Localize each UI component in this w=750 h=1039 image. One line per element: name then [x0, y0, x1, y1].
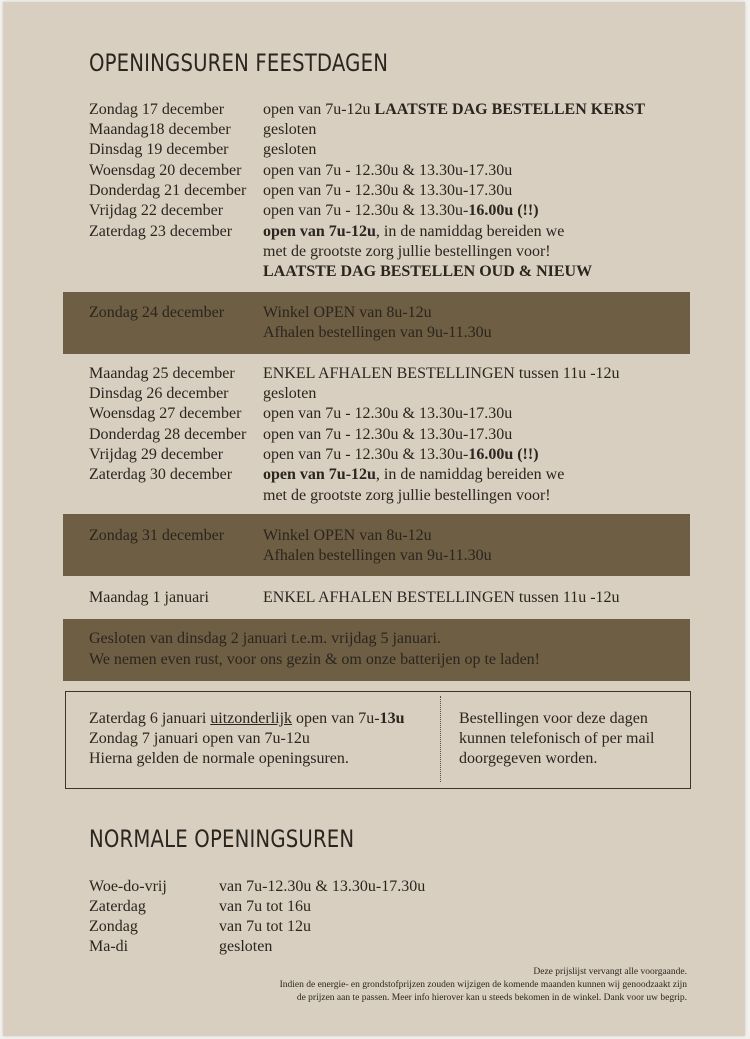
schedule-info: open van 7u-12u LAATSTE DAG BESTELLEN KERST	[263, 101, 645, 118]
schedule-day: Zondag 17 december	[89, 101, 225, 118]
schedule-info: Afhalen bestellingen van 9u-11.30u	[263, 324, 492, 341]
schedule-info: Afhalen bestellingen van 9u-11.30u	[263, 547, 492, 564]
schedule-info: Winkel OPEN van 8u-12u	[263, 527, 432, 544]
schedule-day: Maandag 25 december	[89, 365, 235, 382]
closed-period-text: We nemen even rust, voor ons gezin & om onze batterijen op te laden!	[89, 651, 541, 668]
schedule-info: open van 7u - 12.30u & 13.30u-17.30u	[263, 162, 513, 179]
normal-hours-days: Ma-di	[89, 938, 129, 955]
schedule-info-continued: met de grootste zorg jullie bestellingen voor!	[263, 243, 551, 260]
schedule-info: gesloten	[263, 121, 317, 138]
orders-note: doorgegeven worden.	[459, 750, 598, 767]
orders-note: Bestellingen voor deze dagen	[459, 710, 648, 727]
normal-hours-value: van 7u tot 16u	[219, 898, 311, 915]
normal-hours-days: Zaterdag	[89, 898, 146, 915]
schedule-info: open van 7u - 12.30u & 13.30u-17.30u	[263, 182, 513, 199]
schedule-info: ENKEL AFHALEN BESTELLINGEN tussen 11u -12u	[263, 589, 620, 606]
schedule-day: Maandag 1 januari	[89, 589, 209, 606]
holiday-hours-title: OPENINGSUREN FEESTDAGEN	[89, 49, 389, 77]
normal-hours-value: van 7u tot 12u	[219, 918, 311, 935]
schedule-info: ENKEL AFHALEN BESTELLINGEN tussen 11u -12u	[263, 365, 620, 382]
schedule-day: Vrijdag 29 december	[89, 446, 224, 463]
exception-after: Hierna gelden de normale openingsuren.	[89, 750, 349, 767]
schedule-info: open van 7u - 12.30u & 13.30u-17.30u	[263, 426, 513, 443]
schedule-day: Zondag 24 december	[89, 304, 225, 321]
schedule-day: Dinsdag 26 december	[89, 385, 229, 402]
footnote-line: Deze prijslijst vervangt alle voorgaande.	[533, 967, 687, 977]
last-order-day-new-year: LAATSTE DAG BESTELLEN OUD & NIEUW	[263, 263, 593, 280]
schedule-day: Woensdag 27 december	[89, 405, 242, 422]
closed-period-text: Gesloten van dinsdag 2 januari t.e.m. vrijdag 5 januari.	[89, 630, 441, 647]
schedule-day: Zaterdag 30 december	[89, 466, 233, 483]
schedule-day: Maandag18 december	[89, 121, 231, 138]
schedule-info: gesloten	[263, 385, 317, 402]
normal-hours-value: van 7u-12.30u & 13.30u-17.30u	[219, 878, 426, 895]
schedule-day: Donderdag 28 december	[89, 426, 247, 443]
poster-page	[3, 2, 745, 1036]
schedule-info: open van 7u - 12.30u & 13.30u-16.00u (!!)	[263, 202, 539, 219]
schedule-info-continued: met de grootste zorg jullie bestellingen voor!	[263, 487, 551, 504]
schedule-day: Dinsdag 19 december	[89, 141, 229, 158]
footnote-line: Indien de energie- en grondstofprijzen zouden wijzigen de komende maanden kunnen wij genoodzaakt zijn	[279, 980, 687, 990]
schedule-day: Woensdag 20 december	[89, 162, 242, 179]
exception-saturday: Zaterdag 6 januari uitzonderlijk open van 7u-13u	[89, 710, 405, 727]
schedule-day: Zondag 31 december	[89, 527, 225, 544]
normal-hours-value: gesloten	[219, 938, 273, 955]
schedule-info: open van 7u - 12.30u & 13.30u-17.30u	[263, 405, 513, 422]
schedule-info: open van 7u - 12.30u & 13.30u-16.00u (!!)	[263, 446, 539, 463]
footnote-line: de prijzen aan te passen. Meer info hierover kan u steeds bekomen in de winkel. Dank voor uw begrip.	[296, 993, 687, 1003]
orders-note: kunnen telefonisch of per mail	[459, 730, 655, 747]
schedule-info: open van 7u-12u, in de namiddag bereiden we	[263, 223, 565, 240]
schedule-info: open van 7u-12u, in de namiddag bereiden we	[263, 466, 565, 483]
normal-hours-title: NORMALE OPENINGSUREN	[89, 825, 355, 853]
normal-hours-days: Zondag	[89, 918, 138, 935]
schedule-info: Winkel OPEN van 8u-12u	[263, 304, 432, 321]
dotted-divider	[440, 696, 441, 782]
normal-hours-days: Woe-do-vrij	[89, 878, 167, 895]
schedule-info: gesloten	[263, 141, 317, 158]
schedule-day: Zaterdag 23 december	[89, 223, 233, 240]
exception-sunday: Zondag 7 januari open van 7u-12u	[89, 730, 310, 747]
schedule-day: Vrijdag 22 december	[89, 202, 224, 219]
schedule-day: Donderdag 21 december	[89, 182, 247, 199]
